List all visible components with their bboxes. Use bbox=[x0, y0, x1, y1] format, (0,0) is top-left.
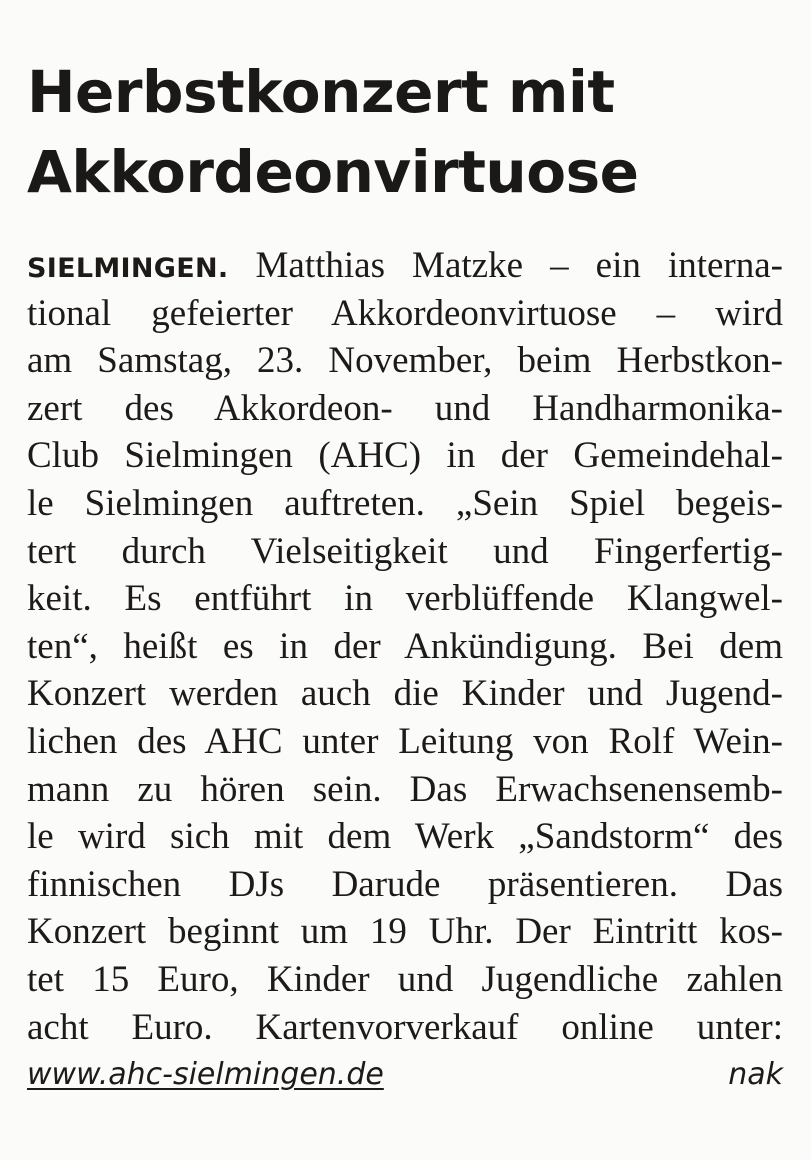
article-body bbox=[27, 242, 783, 1099]
body-line: tert durch Vielseitigkeit und Fingerfertig- bbox=[27, 530, 783, 572]
body-line: Konzert beginnt um 19 Uhr. Der Eintritt kos- bbox=[27, 911, 783, 953]
body-line: le Sielmingen auftreten. „Sein Spiel begeis- bbox=[27, 482, 783, 524]
body-line: le wird sich mit dem Werk „Sandstorm“ des bbox=[27, 816, 783, 858]
article bbox=[27, 52, 783, 1099]
body-line: Konzert werden auch die Kinder und Jugend- bbox=[27, 673, 783, 715]
headline-line-1: Herbstkonzert mit bbox=[27, 58, 615, 126]
author-initials: nak bbox=[728, 1057, 783, 1093]
headline-line-2: Akkordeonvirtuose bbox=[27, 138, 639, 206]
body-line: tional gefeierter Akkordeonvirtuose – wird bbox=[27, 292, 783, 334]
body-line: mann zu hören sein. Das Erwachsenensemb- bbox=[27, 768, 783, 810]
body-line: am Samstag, 23. November, beim Herbstkon- bbox=[27, 340, 783, 382]
website-link[interactable]: www.ahc-sielmingen.de bbox=[27, 1057, 384, 1093]
headline bbox=[27, 52, 783, 212]
body-line-1-text: Matthias Matzke – ein interna- bbox=[255, 245, 783, 286]
body-line: ten“, heißt es in der Ankündigung. Bei dem bbox=[27, 625, 783, 667]
body-line: zert des Akkordeon- und Handharmonika- bbox=[27, 387, 783, 429]
body-line: keit. Es entführt in verblüffende Klangwel- bbox=[27, 578, 783, 620]
body-line: Club Sielmingen (AHC) in der Gemeindehal- bbox=[27, 435, 783, 477]
body-line-1 bbox=[27, 242, 783, 290]
body-line: acht Euro. Kartenvorverkauf online unter: bbox=[27, 1006, 783, 1048]
link-line bbox=[27, 1051, 783, 1099]
body-line: lichen des AHC unter Leitung von Rolf Wein- bbox=[27, 720, 783, 762]
dateline: SIELMINGEN. bbox=[27, 253, 229, 284]
body-line: tet 15 Euro, Kinder und Jugendliche zahlen bbox=[27, 958, 783, 1000]
body-line: finnischen DJs Darude präsentieren. Das bbox=[27, 863, 783, 905]
